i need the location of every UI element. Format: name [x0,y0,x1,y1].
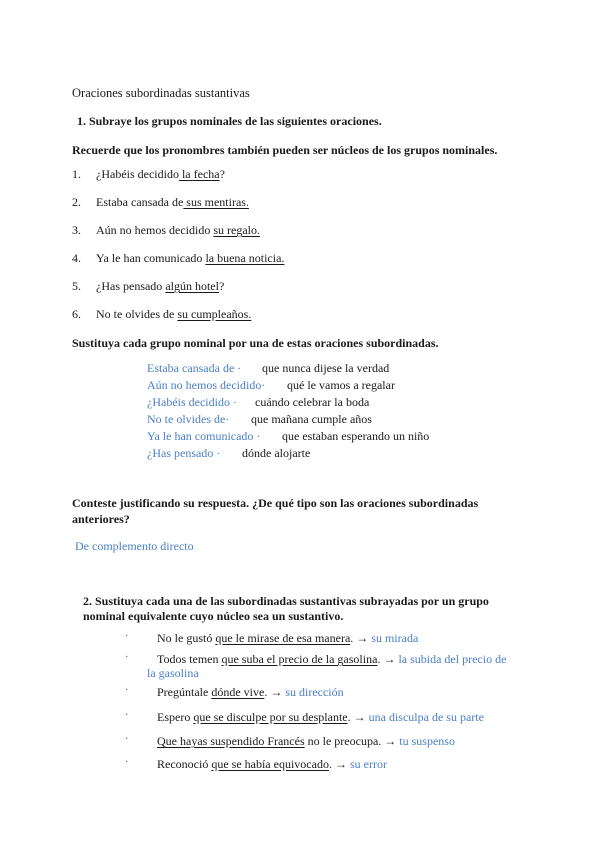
matching-row: ¿Habéis decidido · cuándo celebrar la boda [147,395,370,409]
list-item: · Reconoció que se había equivocado. → su error [125,757,387,771]
arrow-icon: → [270,685,283,699]
answer-text: su mirada [371,631,419,645]
bullet-icon: · [125,734,129,745]
arrow-icon: → [356,631,369,645]
answer-text: su error [349,757,387,771]
underlined-noun-group: la fecha [178,167,220,181]
list-item: · Espero que se disculpe por su desplante. → una disculpa de su parte [125,710,484,724]
q2-heading-line2: nominal equivalente cuyo núcleo sea un sustantivo. [83,609,344,623]
bullet-icon: · [125,710,129,721]
matching-row: No te olvides de· que mañana cumple años [147,412,372,426]
matching-row: Ya le han comunicado · que estaban esperando un niño [147,429,430,443]
arrow-icon: → [384,734,397,748]
answer-text: la subida del precio de [398,652,507,666]
substitute-heading: Sustituya cada grupo nominal por una de estas oraciones subordinadas. [72,336,439,350]
document-title: Oraciones subordinadas sustantivas [72,86,250,100]
answer-text: su dirección [285,685,344,699]
underlined-noun-group: su cumpleaños. [177,307,252,321]
list-item: 5. ¿Has pensado algún hotel? [72,279,225,293]
bullet-icon: · [125,631,129,642]
justify-heading-line1: Conteste justificando su respuesta. ¿De qué tipo son las oraciones subordinadas [72,496,479,510]
underlined-subordinate: dónde vive [211,685,265,699]
justify-heading-line2: anteriores? [72,512,130,526]
underlined-noun-group: su regalo. [213,223,260,237]
arrow-icon: → [383,652,396,666]
answer-text: tu suspenso [399,734,455,748]
list-item: 6. No te olvides de su cumpleaños. [72,307,252,321]
bullet-icon: · [125,652,129,663]
list-item: 3. Aún no hemos decidido su regalo. [72,223,260,237]
list-item: · No le gustó que le mirase de esa manera. → su mirada [125,631,419,645]
answer-text: una disculpa de su parte [368,710,484,724]
underlined-noun-group: sus mentiras. [183,195,249,209]
bullet-icon: · [125,685,129,696]
justify-answer: De complemento directo [75,539,194,553]
underlined-subordinate: que se había equivocado [211,757,329,771]
bullet-icon: · [125,757,129,768]
underlined-subordinate: Que hayas suspendido Francés [157,734,305,748]
arrow-icon: → [353,710,366,724]
underlined-noun-group: la buena noticia. [205,251,285,265]
q1-heading: 1. Subraye los grupos nominales de las siguientes oraciones. [77,114,382,128]
underlined-noun-group: algún hotel [165,279,219,293]
list-item: · Todos temen que suba el precio de la gasolina. → la subida del precio de la gasolina [125,652,507,680]
underlined-subordinate: que suba el precio de la gasolina [221,652,378,666]
list-item: · Que hayas suspendido Francés no le preocupa. → tu suspenso [125,734,455,748]
list-item: 1. ¿Habéis decidido la fecha? [72,167,225,181]
q2-heading-line1: 2. Sustituya cada una de las subordinadas sustantivas subrayadas por un grupo [83,594,489,608]
underlined-subordinate: que se disculpe por su desplante [193,710,348,724]
arrow-icon: → [334,757,347,771]
q1-note: Recuerde que los pronombres también pueden ser núcleos de los grupos nominales. [72,143,498,157]
list-item: · Pregúntale dónde vive. → su dirección [125,685,344,699]
answer-text-continued: la gasolina [147,666,199,680]
matching-row: Estaba cansada de · que nunca dijese la verdad [147,361,390,375]
matching-row: ¿Has pensado · dónde alojarte [147,446,311,460]
list-item: 2. Estaba cansada de sus mentiras. [72,195,249,209]
matching-row: Aún no hemos decidido· qué le vamos a regalar [147,378,395,392]
underlined-subordinate: que le mirase de esa manera [215,631,351,645]
list-item: 4. Ya le han comunicado la buena noticia. [72,251,285,265]
